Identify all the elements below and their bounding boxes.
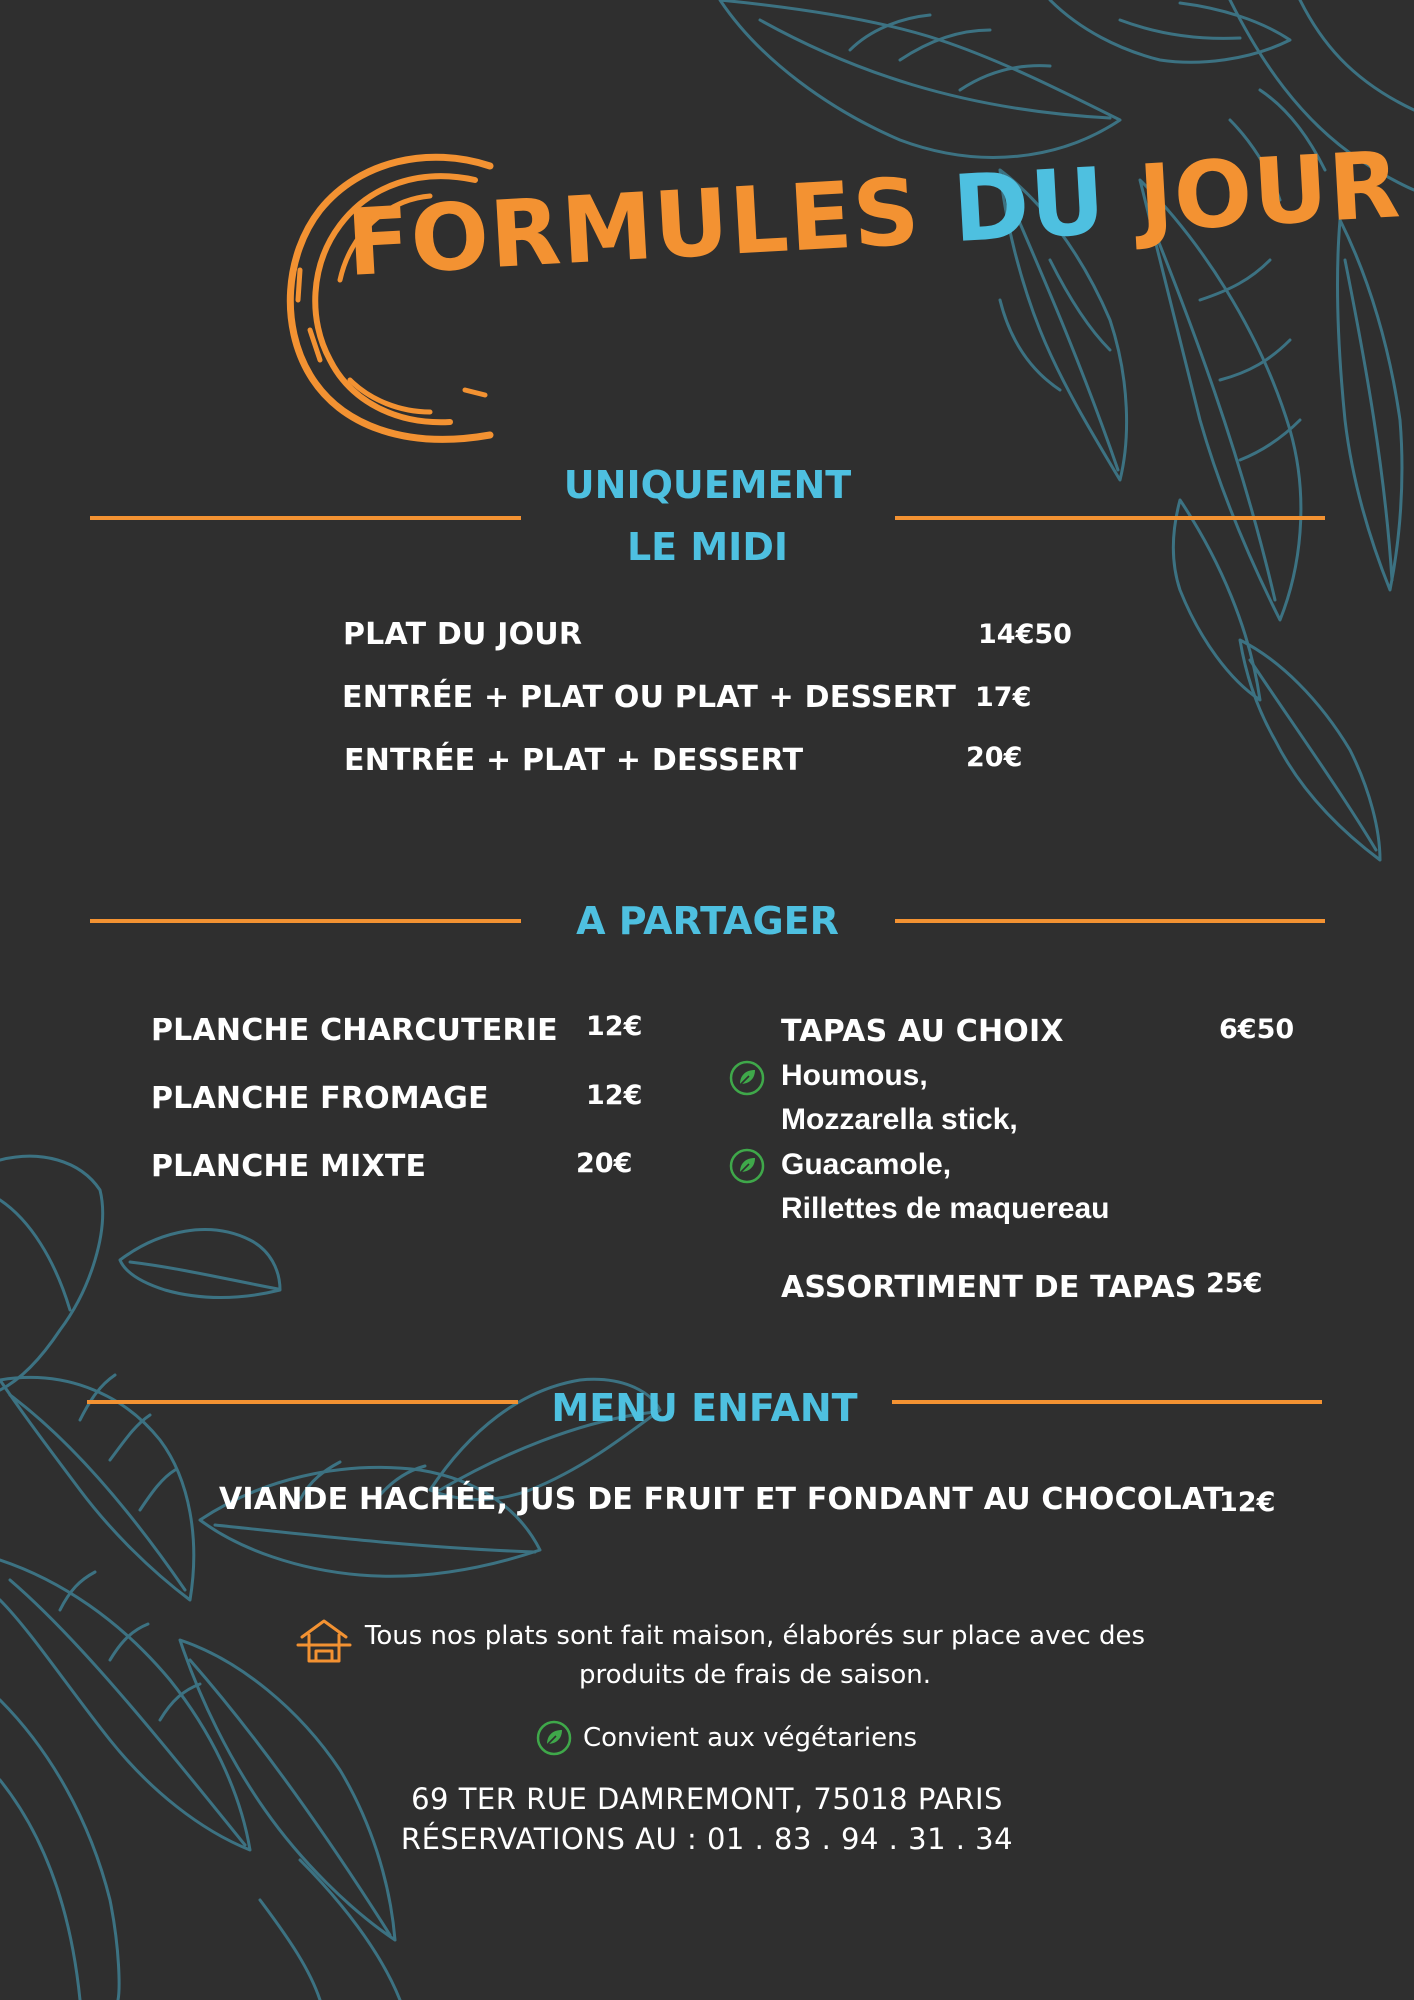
title-part2: DU [950,147,1109,264]
section-divider-right [895,516,1325,520]
menu-item-name: ENTRÉE + PLAT OU PLAT + DESSERT [342,680,957,715]
section-heading-midi [520,454,895,578]
tapas-option: Guacamole, [781,1148,952,1181]
menu-item-price: 20€ [576,1148,633,1179]
menu-item-price: 12€ [586,1080,643,1111]
menu-item-name: VIANDE HACHÉE, JUS DE FRUIT ET FONDANT AU CHOCOLAT [219,1482,1224,1517]
heading-line: LE MIDI [626,525,789,569]
note-line: produits de frais de saison. [579,1660,931,1690]
section-divider-left [90,919,521,923]
section-heading-enfant: MENU ENFANT [551,1386,858,1430]
tapas-option: Rillettes de maquereau [781,1192,1110,1225]
section-divider-left [87,1400,518,1404]
menu-item-name: ENTRÉE + PLAT + DESSERT [344,743,804,778]
menu-item-name: ASSORTIMENT DE TAPAS [781,1270,1197,1305]
menu-item-name: PLANCHE MIXTE [151,1149,427,1184]
title-block [280,131,1404,460]
reservations: RÉSERVATIONS AU : 01 . 83 . 94 . 31 . 34 [400,1822,1014,1856]
menu-item-price: 17€ [975,682,1032,713]
note-line: Tous nos plats sont fait maison, élaborés sur place avec des [364,1621,1146,1651]
title-part3: JOUR [1135,131,1404,253]
tapas-option: Houmous, [781,1059,928,1092]
menu-item-name: TAPAS AU CHOIX [781,1014,1064,1049]
section-heading-partager: A PARTAGER [576,899,839,943]
menu-item-price: 25€ [1206,1268,1263,1299]
homemade-note [330,1617,1180,1695]
menu-item-name: PLANCHE CHARCUTERIE [151,1013,558,1048]
title-part1: FORMULES [344,158,923,297]
section-divider-right [895,919,1325,923]
menu-item-price: 12€ [586,1011,643,1042]
address: 69 TER RUE DAMREMONT, 75018 PARIS [411,1782,1003,1816]
leaf-icon [729,1060,765,1096]
heading-line: UNIQUEMENT [563,463,852,507]
leaf-icon [729,1148,765,1184]
leaf-icon [536,1720,572,1756]
menu-item-price: 20€ [966,742,1023,773]
vegetarian-legend: Convient aux végétariens [583,1723,918,1753]
menu-item-name: PLANCHE FROMAGE [151,1081,489,1116]
section-divider-left [90,516,521,520]
section-divider-right [892,1400,1322,1404]
tapas-option: Mozzarella stick, [781,1103,1018,1136]
menu-item-price: 12€ [1219,1487,1276,1518]
menu-item-price: 6€50 [1219,1014,1295,1045]
menu-item-price: 14€50 [978,619,1072,650]
menu-item-name: PLAT DU JOUR [343,617,583,652]
